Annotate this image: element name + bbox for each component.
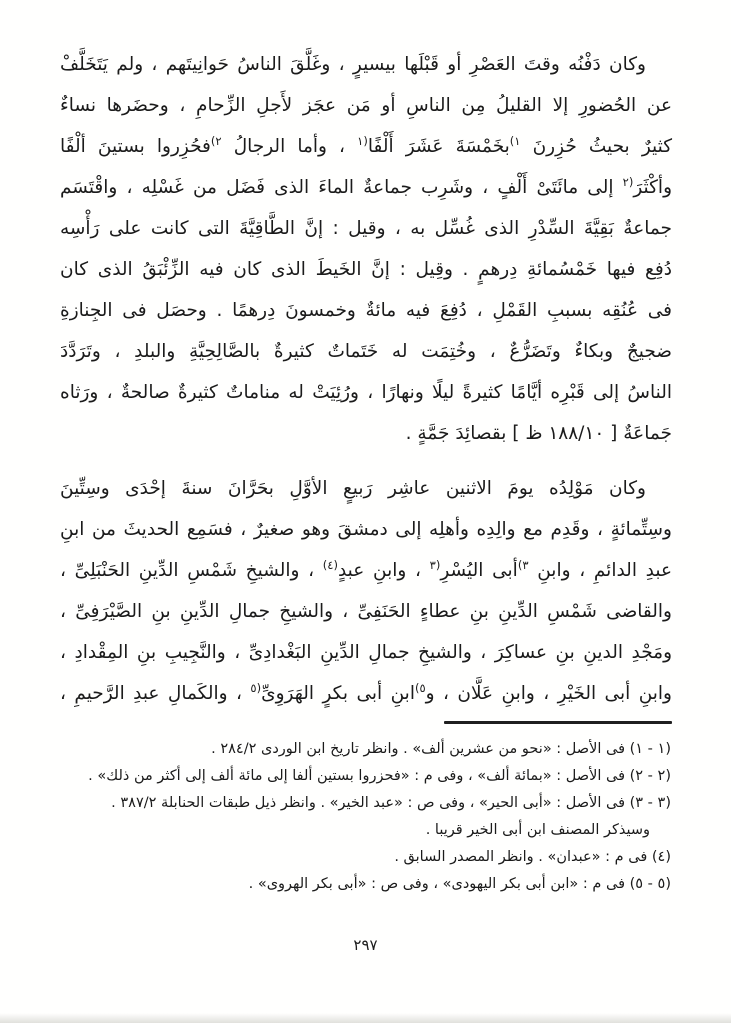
- footnote-marker: ١): [357, 133, 368, 148]
- body-text: [60, 44, 672, 728]
- paragraph: [60, 468, 672, 714]
- footnote-line: (٥ - ٥) فى م : «ابن أبى بكر اليهودى» ، وفى ص : «أبى بكر الهروى» .: [248, 876, 671, 892]
- body-line: وأكْثَرَ$^{٢)}$ إلى مائَتَىْ أَلْفٍ ، وشَرِب جماعةٌ الماءَ الذى فَضَل من غَسْلِه ، واقْتَسَم: [60, 174, 672, 198]
- footnote-line: (٢ - ٢) فى الأصل : «بمائة ألف» ، وفى م : «فحزروا بستين ألفا إلى مائة ألف إلى أكثر من ذلك» .: [88, 768, 671, 784]
- body-line: وكان مَوْلِدُه يومَ الاثنين عاشِر رَبيعٍ الأوَّلِ بحَرَّانَ سنةَ إحْدَى وسِتِّينَ: [60, 478, 646, 499]
- footnote-marker: ٥): [250, 680, 262, 695]
- footnote-separator: [444, 721, 672, 724]
- body-line: ضجيجٌ وبكاءٌ وتَضَرُّعٌ ، وخُتِمَت له خَتَماتٌ كثيرةٌ بالصَّالِحِيَّةِ والبلدِ ، وتَرَدَّدَ: [60, 341, 672, 362]
- body-line: وسِتِّمائةٍ ، وقَدِم مع والِدِه وأهلِه إلى دمشقَ وهو صغيرٌ ، فسَمِع الحديثَ من ابنِ: [60, 519, 672, 540]
- footnote-line: (٣ - ٣) فى الأصل : «أبى الحير» ، وفى ص : «عبد الخير» . وانظر ذيل طبقات الحنابلة ٣٨٧/٢ .: [111, 795, 671, 811]
- body-line: الناسُ إلى قَبْرِه أيَّامًا كثيرةً ليلًا ونهارًا ، ورُئِيَتْ له مناماتٌ كثيرةٌ صالحةٌ ، ورَثاه: [60, 382, 672, 403]
- footnote-marker: (٥: [414, 680, 426, 695]
- body-line: جَماعَةٌ [ ١٨٨/١٠ ظ ] بقصائِدَ جَمَّةٍ .: [405, 423, 672, 444]
- paragraph: [60, 44, 672, 454]
- footnotes: [40, 736, 671, 898]
- footnote-line: (٤) فى م : «عبدان» . وانظر المصدر السابق .: [394, 849, 671, 865]
- body-line: جماعةٌ بَقِيَّةَ السِّدْرِ الذى غُسِّل به ، وقيل : إنَّ الطَّاقِيَّةَ التى كانت على رَأْسِه: [60, 218, 672, 239]
- body-line: دُفِع فيها خَمْسُمائةِ دِرهمٍ . وقِيل : إنَّ الخَيطَ الذى كان فيه الزِّئْبَقُ الذى كان: [60, 259, 672, 280]
- page-number: ٢٩٧: [353, 936, 378, 954]
- scan-edge-artifact: [0, 1013, 731, 1023]
- footnote-marker: (١: [509, 133, 521, 148]
- footnote-line: (١ - ١) فى الأصل : «نحو من عشرين ألف» . وانظر تاريخ ابن الوردى ٢٨٤/٢ .: [211, 741, 671, 757]
- footnote-marker: (٤): [322, 557, 338, 572]
- body-line: عن الحُضورِ إلا القليلُ مِن الناسِ أو مَن عجَز لأَجلِ الزِّحامِ ، وحضَرها نساءٌ: [60, 95, 672, 116]
- body-line: فى عُنُقِه بسببِ القَمْلِ ، دُفِعَ فيه مائةٌ وخمسونَ دِرهمًا . وحصَل فى الجِنازةِ: [60, 300, 672, 321]
- body-line: وابنِ أبى الخَيْرِ ، وابنِ عَلَّان ، و$^{(٥}$ابنِ أبى بكرٍ الهَرَوِىِّ$^{٥)}$ ، والكَمالِ عبدِ الرَّحيمِ ،: [60, 680, 672, 704]
- footnote-marker: (٢: [210, 133, 222, 148]
- body-line: كثيرٌ بحيثُ حُزِرنَ $^{(١}$بخَمْسَةَ عَشَرَ أَلْفًا$^{١)}$ ، وأما الرجالُ $^{(٢}$فحُزِروا بستينَ ألْفًا: [60, 133, 673, 157]
- footnote-marker: (٣: [517, 557, 529, 572]
- body-line: ومَجْدِ الدينِ بنِ عساكِرَ ، والشيخِ جمالِ الدِّينِ البَغْدادِىِّ ، والنَّجِيبِ بنِ المِقْدادِ ،: [60, 642, 672, 663]
- body-line: والقاضى شَمْسِ الدِّينِ بنِ عطاءٍ الحَنَفِىِّ ، والشيخِ جمالِ الدِّينِ بنِ الصَّيْرَفِىِّ ،: [60, 601, 672, 622]
- footnote-line: وسيذكر المصنف ابن أبى الخير قريبا .: [425, 822, 650, 838]
- footnote-marker: ٣): [429, 557, 441, 572]
- footnote-marker: ٢): [622, 174, 634, 189]
- body-line: وكان دَفْنُه وقتَ العَصْرِ أو قَبْلَها بيسيرٍ ، وغَلَّقَ الناسُ حَوانِيتَهم ، ولم يَتَخَلَّفْ: [60, 54, 646, 75]
- body-line: عبدِ الدائمِ ، وابنِ $^{(٣}$أبى اليُسْرِ$^{٣)}$ ، وابنِ عبدٍ$^{(٤)}$ ، والشيخِ شَمْسِ الدِّينِ الحَنْبَلِىِّ ،: [60, 557, 672, 581]
